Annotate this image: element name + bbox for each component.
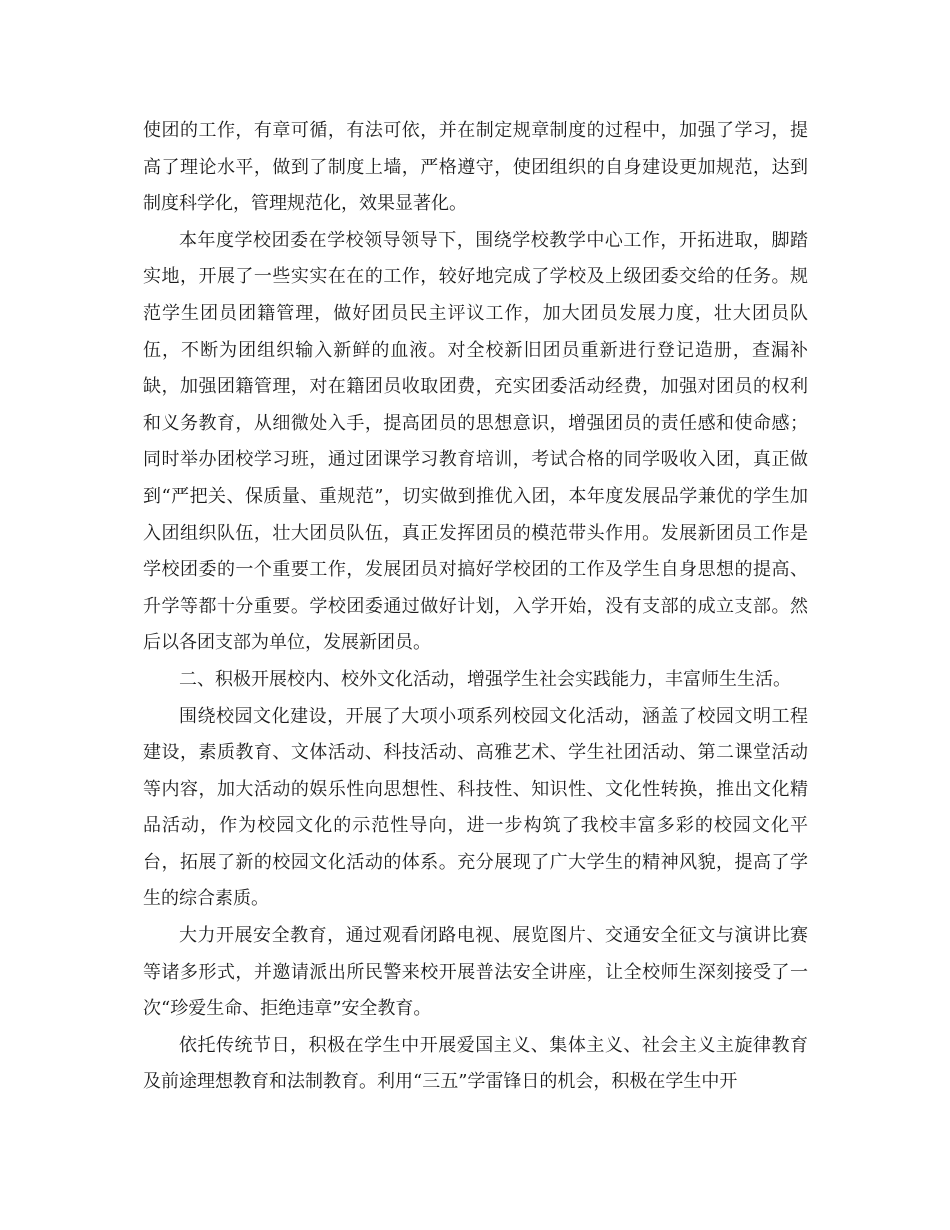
paragraph-5: 大力开展安全教育，通过观看闭路电视、展览图片、交通安全征文与演讲比赛等诸多形式，并邀请派出所民警来校开展普法安全讲座，让全校师生深刻接受了一次“珍爱生命、拒绝违章”安全教育。 [143, 925, 808, 1020]
paragraph-2: 本年度学校团委在学校领导领导下，围绕学校教学中心工作，开拓进取，脚踏实地，开展了一些实实在在的工作，较好地完成了学校及上级团委交给的任务。规范学生团员团籍管理，做好团员民主评议工作，加大团员发展力度，壮大团员队伍，不断为团组织输入新鲜的血液。对全校新旧团员重新进行登记造册，查漏补缺，加强团籍管理，对在籍团员收取团费，充实团委活动经费，加强对团员的权利和义务教育，从细微处入手，提高团员的思想意识，增强团员的责任感和使命感；同时举办团校学习班，通过团课学习教育培训，考试合格的同学吸收入团，真正做到“严把关、保质量、重规范”，切实做到推优入团，本年度发展品学兼优的学生加入团组织队伍，壮大团员队伍，真正发挥团员的模范带头作用。发展新团员工作是学校团委的一个重要工作，发展团员对搞好学校团的工作及学生自身思想的提高、升学等都十分重要。学校团委通过做好计划，入学开始，没有支部的成立支部。然后以各团支部为单位，发展新团员。 [143, 229, 808, 654]
document-body [143, 113, 808, 1101]
paragraph-4: 围绕校园文化建设，开展了大项小项系列校园文化活动，涵盖了校园文明工程建设，素质教育、文体活动、科技活动、高雅艺术、学生社团活动、第二课堂活动等内容，加大活动的娱乐性向思想性、科技性、知识性、文化性转换，推出文化精品活动，作为校园文化的示范性导向，进一步构筑了我校丰富多彩的校园文化平台，拓展了新的校园文化活动的体系。充分展现了广大学生的精神风貌，提高了学生的综合素质。 [143, 705, 808, 910]
paragraph-1: 使团的工作，有章可循，有法可依，并在制定规章制度的过程中，加强了学习，提高了理论水平，做到了制度上墙，严格遵守，使团组织的自身建设更加规范，达到制度科学化，管理规范化，效果显著化。 [143, 120, 808, 215]
paragraph-6: 依托传统节日，积极在学生中开展爱国主义、集体主义、社会主义主旋律教育及前途理想教育和法制教育。利用“三五”学雷锋日的机会，积极在学生中开 [143, 1034, 808, 1093]
paragraph-3-heading: 二、积极开展校内、校外文化活动，增强学生社会实践能力，丰富师生生活。 [179, 668, 791, 690]
